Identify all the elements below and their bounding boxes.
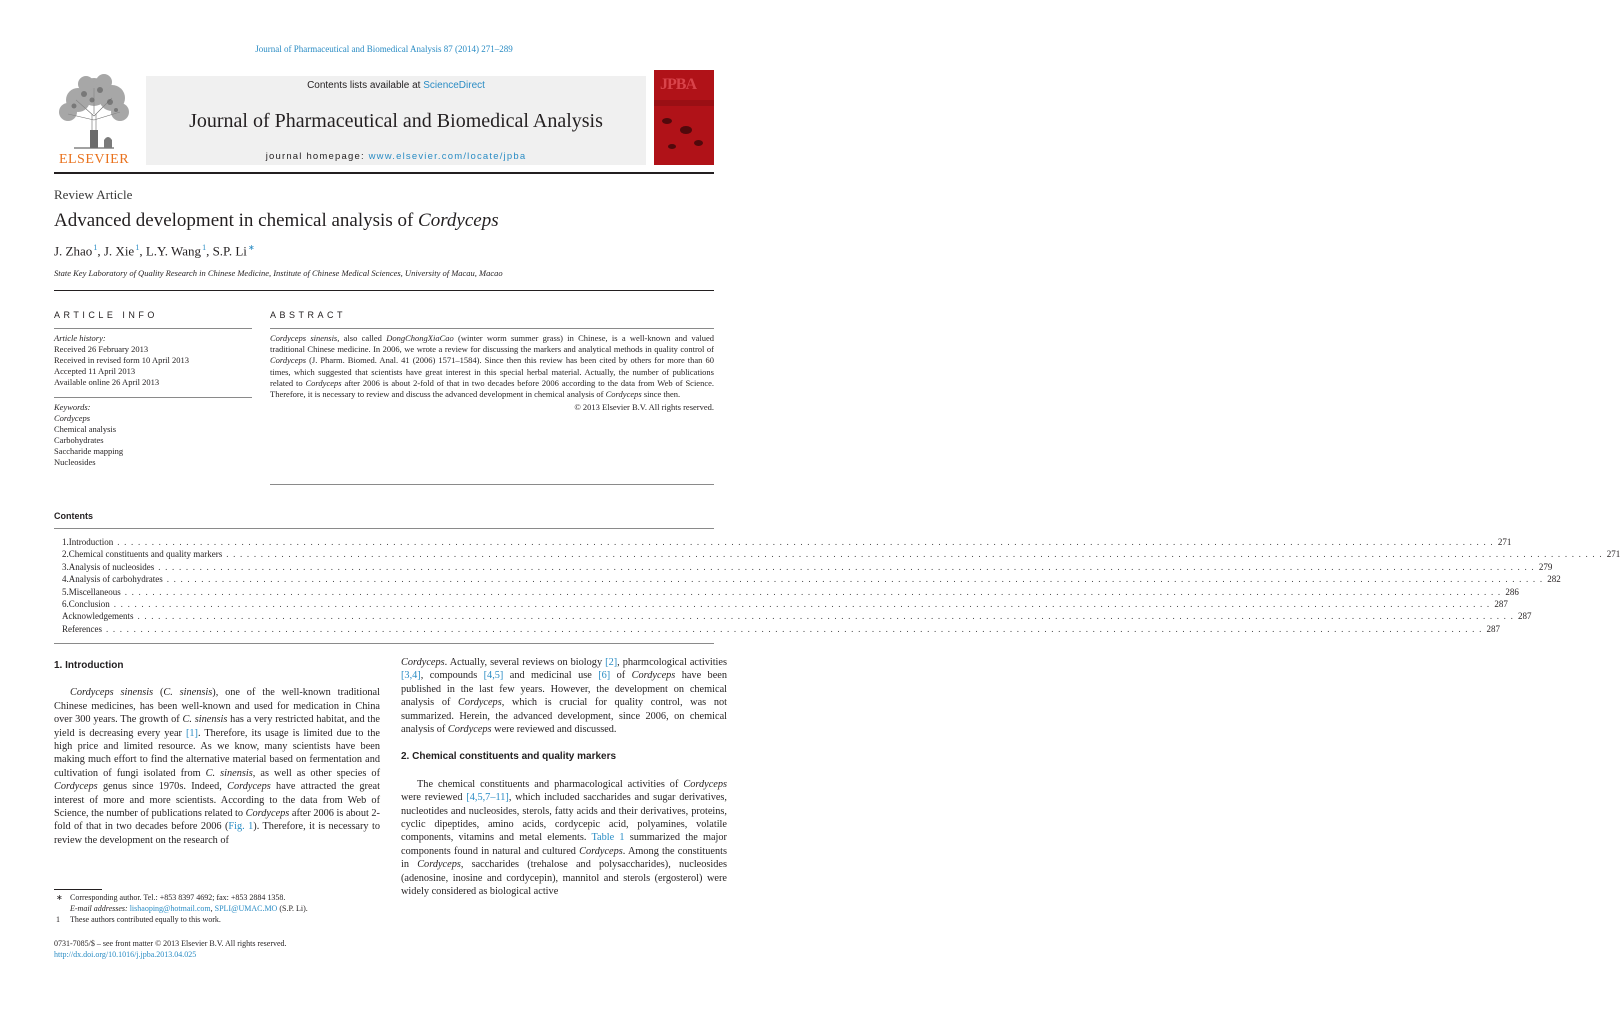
- toc-label[interactable]: Chemical constituents and quality markers: [68, 549, 223, 560]
- issn-doi-block: [54, 938, 287, 960]
- toc-leader-dots: . . . . . . . . . . . . . . . . . . . . . . . . . . . . . . . . . . . . . . . . . . . . . . . . . . . . . . . . . . . . . . . . . . . . . . . . . . . . . . . . . . . . . . . . . . . . . . . . . . . . . . . . . . . . . . . . . . . . . . . . . . . . . . . . . . . . . . . . . . . . . . . . . . . . . . . . . . . . . . . . . . . . . . . . . . . . . . . . . . . . . . . . . . . . . . . . . . . . . . . .: [137, 611, 1515, 622]
- author-name[interactable]: J. Xie: [103, 243, 135, 259]
- italic-run: Cordyceps: [401, 657, 445, 668]
- cover-decoration: [694, 140, 703, 146]
- keywords-label: Keywords:: [54, 402, 91, 412]
- toc-row[interactable]: [62, 598, 1508, 610]
- toc-leader-dots: . . . . . . . . . . . . . . . . . . . . . . . . . . . . . . . . . . . . . . . . . . . . . . . . . . . . . . . . . . . . . . . . . . . . . . . . . . . . . . . . . . . . . . . . . . . . . . . . . . . . . . . . . . . . . . . . . . . . . . . . . . . . . . . . . . . . . . . . . . . . . . . . . . . . . . . . . . . . . . . . . . . . . . . . . . . . . . . . . . . . . . . . . . . . . . . . . . . . . . . .: [113, 598, 1491, 609]
- toc-page-number[interactable]: 271: [1497, 537, 1512, 547]
- divider: [54, 643, 714, 644]
- text-run: . Actually, several reviews on biology: [444, 657, 606, 668]
- toc-label[interactable]: Acknowledgements: [62, 611, 134, 622]
- italic-run: Cordyceps: [458, 697, 502, 709]
- divider: [270, 328, 714, 329]
- text-run: summarized the major components found in natural and cultured: [401, 832, 727, 857]
- text-run: were reviewed: [401, 792, 467, 804]
- table-of-contents: [62, 536, 1620, 635]
- header-rule: [54, 172, 714, 174]
- doi-link[interactable]: http://dx.doi.org/10.1016/j.jpba.2013.04.025: [54, 950, 197, 959]
- article-info: [54, 310, 252, 468]
- article-type: Review Article: [54, 187, 133, 202]
- author-list: J. Zhao $^1$, J. Xie $^1$, L.Y. Wang $^1$, S.P. Li ∗: [54, 243, 255, 259]
- italic-run: C. sinensis: [182, 714, 228, 726]
- italic-run: Cordyceps: [227, 781, 271, 793]
- journal-citation-link[interactable]: Journal of Pharmaceutical and Biomedical Analysis 87 (2014) 271–289: [255, 44, 513, 54]
- keyword: Saccharide mapping: [54, 446, 124, 456]
- keywords: [54, 402, 252, 468]
- affiliation: State Key Laboratory of Quality Research in Chinese Medicine, Institute of Chinese Medical Sciences, University of Macau, Macao: [54, 268, 503, 278]
- article-title: [54, 210, 499, 232]
- toc-row[interactable]: [62, 573, 1561, 585]
- italic-run: Cordyceps sinensis: [70, 687, 154, 699]
- author-affil-mark[interactable]: 1: [93, 243, 98, 252]
- italic-run: Cordyceps: [245, 808, 290, 820]
- toc-leader-dots: . . . . . . . . . . . . . . . . . . . . . . . . . . . . . . . . . . . . . . . . . . . . . . . . . . . . . . . . . . . . . . . . . . . . . . . . . . . . . . . . . . . . . . . . . . . . . . . . . . . . . . . . . . . . . . . . . . . . . . . . . . . . . . . . . . . . . . . . . . . . . . . . . . . . . . . . . . . . . . . . . . . . . . . . . . . . . . . . . . . . . . . . . . . . . . . . . . . . . . . .: [124, 586, 1502, 597]
- toc-number: 5.: [62, 586, 69, 597]
- footnote-text: Corresponding author. Tel.: +853 8397 4692; fax: +853 2884 1358.: [70, 893, 286, 902]
- article-history: [54, 333, 252, 388]
- text-run: , pharmcological activities: [617, 657, 727, 668]
- footnote-mark: ∗: [56, 893, 63, 902]
- contents-available-line: [146, 80, 646, 91]
- text-run: . Therefore, its usage is limited due to the high price and limited resource. As we know, many scientists have been making much effort to find the alternative material based on fermentation and cultivation of fungi isolated from: [54, 727, 380, 779]
- email-link[interactable]: lishaoping@hotmail.com: [129, 903, 211, 913]
- toc-row[interactable]: [62, 586, 1519, 598]
- history-item: Received 26 February 2013: [54, 344, 149, 354]
- section-rule: [54, 290, 714, 291]
- elsevier-wordmark: ELSEVIER: [58, 152, 130, 167]
- text-run: , saccharides (trehalose and polysaccharides), nucleosides (adenosine, inosine and cordycepin), mannitol and sterols (ergosterol) were widely considered as biological active: [401, 859, 727, 898]
- text-run: , compounds: [420, 670, 484, 682]
- toc-number: 4.: [62, 574, 69, 585]
- cover-title: JPBA: [660, 76, 696, 93]
- abstract-run: Cordyceps: [305, 377, 342, 388]
- email-label: E-mail addresses:: [70, 903, 130, 913]
- elsevier-tree-icon: [54, 70, 134, 150]
- citation-link[interactable]: [4,5,7–11]: [466, 792, 509, 804]
- abstract-run: Cordyceps: [270, 355, 307, 366]
- toc-leader-dots: . . . . . . . . . . . . . . . . . . . . . . . . . . . . . . . . . . . . . . . . . . . . . . . . . . . . . . . . . . . . . . . . . . . . . . . . . . . . . . . . . . . . . . . . . . . . . . . . . . . . . . . . . . . . . . . . . . . . . . . . . . . . . . . . . . . . . . . . . . . . . . . . . . . . . . . . . . . . . . . . . . . . . . . . . . . . . . . . . . . . . . . . . . . . . . . . . . . . . . . .: [226, 549, 1603, 560]
- text-run: , as well as other species of: [252, 767, 380, 779]
- toc-row[interactable]: [62, 610, 1532, 622]
- abstract-run: since then.: [641, 389, 681, 400]
- body-column-left: [54, 659, 380, 847]
- toc-leader-dots: . . . . . . . . . . . . . . . . . . . . . . . . . . . . . . . . . . . . . . . . . . . . . . . . . . . . . . . . . . . . . . . . . . . . . . . . . . . . . . . . . . . . . . . . . . . . . . . . . . . . . . . . . . . . . . . . . . . . . . . . . . . . . . . . . . . . . . . . . . . . . . . . . . . . . . . . . . . . . . . . . . . . . . . . . . . . . . . . . . . . . . . . . . . . . . . . . . . . . . . .: [105, 623, 1483, 634]
- author-affil-mark[interactable]: 1: [202, 243, 207, 252]
- footnote-email: [56, 904, 376, 915]
- history-item: Accepted 11 April 2013: [54, 366, 136, 376]
- text-run: have been published in the last few years. However, the development on chemical analysis of: [401, 670, 727, 709]
- issn-line: 0731-7085/$ – see front matter © 2013 Elsevier B.V. All rights reserved.: [54, 939, 287, 948]
- history-item: Received in revised form 10 April 2013: [54, 355, 190, 365]
- abstract-text: [270, 333, 714, 400]
- abstract-section: [270, 310, 714, 412]
- footnote-rule: [54, 889, 102, 890]
- text-run: , which is crucial for quality control, was not summarized. Herein, the advanced development, since 2006, on chemical analysis of: [401, 697, 727, 736]
- toc-row[interactable]: [62, 548, 1620, 560]
- toc-page-number[interactable]: 287: [1494, 598, 1508, 609]
- toc-label[interactable]: Conclusion: [68, 598, 110, 609]
- abstract-run: , also called: [337, 333, 387, 343]
- text-run: after 2006 is about 2-fold of that in two decades before 2006 (: [54, 808, 380, 833]
- text-run: . Among the constituents in: [401, 845, 727, 871]
- text-run: ). Therefore, it is necessary to review the development on the research of: [54, 821, 380, 846]
- contents-heading: Contents: [54, 511, 93, 521]
- text-run: and medicinal use: [503, 670, 599, 682]
- text-run: , which included saccharides and sugar derivatives, nucleotides and nucleosides, sterols, fatty acids and their derivatives, proteins, cyclic dipeptides, amino acids, cordycepic acid, polyamines, volatile components, vitamins and metal elements.: [401, 792, 728, 844]
- abstract-run: (winter worm summer grass) in Chinese, is a well-known and valued traditional Chinese medicine. In 2006, we wrote a review for discussing the markers and analytical methods in quality control of: [270, 333, 715, 355]
- italic-run: C. sinensis: [205, 767, 253, 779]
- text-run: ), one of the well-known traditional Chinese medicines, has been well-known and used for medication in China over 300 years. The growth of: [54, 687, 380, 726]
- toc-row[interactable]: [62, 561, 1553, 573]
- footnotes: [56, 893, 376, 925]
- toc-label[interactable]: Analysis of carbohydrates: [68, 574, 163, 585]
- citation-link[interactable]: Table 1: [591, 832, 625, 844]
- paragraph: [401, 656, 727, 736]
- italic-run: Cordyceps: [683, 778, 727, 790]
- text-run: (: [153, 687, 164, 699]
- section-heading: 2. Chemical constituents and quality markers: [401, 751, 617, 763]
- cover-decoration: [668, 144, 676, 149]
- italic-run: C. sinensis: [163, 687, 213, 699]
- citation-link[interactable]: [6]: [598, 670, 611, 682]
- journal-header-box: [146, 76, 646, 165]
- journal-masthead: [54, 70, 714, 165]
- email-link[interactable]: SPLI@UMAC.MO: [214, 903, 278, 913]
- title-text: Advanced development in chemical analysis of: [54, 210, 419, 231]
- section-heading: 1. Introduction: [54, 660, 124, 671]
- toc-page-number[interactable]: 287: [1486, 623, 1501, 634]
- title-italic: Cordyceps: [418, 210, 499, 231]
- toc-label[interactable]: References: [62, 623, 102, 634]
- footnote-text: These authors contributed equally to this work.: [70, 914, 221, 924]
- toc-page-number[interactable]: 282: [1547, 574, 1561, 585]
- journal-homepage-line: [146, 151, 646, 162]
- text-run: has a very restricted habitat, and the yield is decreasing every year: [54, 714, 380, 739]
- toc-label[interactable]: Introduction: [68, 537, 114, 547]
- toc-number: 6.: [62, 598, 69, 609]
- italic-run: Cordyceps: [417, 859, 461, 871]
- cover-decoration: [680, 126, 692, 134]
- homepage-link[interactable]: www.elsevier.com/locate/jpba: [368, 151, 527, 162]
- divider: [54, 397, 252, 398]
- footnote-corresponding: [56, 893, 376, 904]
- toc-page-number[interactable]: 271: [1606, 549, 1620, 560]
- keyword: Nucleosides: [54, 457, 96, 467]
- citation-link[interactable]: Fig. 1: [228, 821, 254, 833]
- keyword: Chemical analysis: [54, 424, 117, 434]
- cover-band: [654, 100, 714, 106]
- history-item: Available online 26 April 2013: [54, 377, 160, 387]
- corresponding-author-mark[interactable]: ∗: [248, 243, 255, 252]
- footnote-equal-contribution: [56, 915, 376, 926]
- text-run: of: [610, 670, 632, 682]
- divider: [270, 484, 714, 485]
- footnote-mark: 1: [56, 914, 60, 924]
- homepage-label: journal homepage:: [265, 151, 369, 162]
- citation-link[interactable]: [4,5]: [483, 670, 504, 682]
- abstract-run: (J. Pharm. Biomed. Anal. 41 (2006) 1571–1584). Since then this review has been cited by others for more than 60 times, which suggested that scientists have great interest in this special herbal material. Actually, the number of publications related to: [270, 355, 714, 388]
- article-info-heading: ARTICLE INFO: [54, 310, 158, 320]
- abstract-run: after 2006 is about 2-fold of that in two decades before 2006 according to the data from Web of Science. Therefore, it is necessary to review and discuss the advanced development in chemical analysis of: [270, 377, 714, 400]
- cover-decoration: [662, 118, 672, 124]
- text-run: were reviewed and discussed.: [491, 724, 617, 736]
- body-column-right: [401, 656, 727, 899]
- email-tail: (S.P. Li).: [277, 903, 308, 913]
- keyword: Carbohydrates: [54, 435, 104, 445]
- paragraph: [401, 778, 727, 899]
- elsevier-logo: [54, 70, 134, 165]
- history-label: Article history:: [54, 333, 106, 343]
- contents-prefix: Contents lists available at: [307, 80, 424, 91]
- citation-link[interactable]: [1]: [185, 727, 198, 739]
- italic-run: Cordyceps: [447, 724, 492, 736]
- toc-label[interactable]: Miscellaneous: [68, 586, 121, 597]
- author-name[interactable]: J. Zhao: [54, 243, 93, 259]
- toc-number: 1.: [62, 537, 69, 547]
- toc-label[interactable]: Analysis of nucleosides: [68, 561, 155, 572]
- abstract-run: DongChongXiaCao: [386, 333, 454, 343]
- toc-leader-dots: . . . . . . . . . . . . . . . . . . . . . . . . . . . . . . . . . . . . . . . . . . . . . . . . . . . . . . . . . . . . . . . . . . . . . . . . . . . . . . . . . . . . . . . . . . . . . . . . . . . . . . . . . . . . . . . . . . . . . . . . . . . . . . . . . . . . . . . . . . . . . . . . . . . . . . . . . . . . . . . . . . . . . . . . . . . . . . . . . . . . . . . . . . . . . . . . . . . . . . . .: [117, 537, 1494, 547]
- toc-row[interactable]: [62, 536, 1512, 548]
- author-name[interactable]: L.Y. Wang: [145, 243, 201, 259]
- italic-run: Cordyceps: [54, 781, 98, 793]
- keyword: Cordyceps: [54, 413, 91, 423]
- italic-run: Cordyceps: [579, 845, 623, 857]
- text-run: genus since 1970s. Indeed,: [97, 781, 228, 793]
- abstract-copyright: © 2013 Elsevier B.V. All rights reserved.: [574, 402, 714, 413]
- author-affil-mark[interactable]: 1: [135, 243, 140, 252]
- text-run: have attracted the great interest of more and more scientists. According to the data from Web of Science, the number of publications related to: [54, 781, 380, 820]
- toc-page-number[interactable]: 286: [1505, 586, 1519, 597]
- text-run: The chemical constituents and pharmacological activities of: [417, 778, 684, 790]
- abstract-run: Cordyceps sinensis: [270, 333, 338, 343]
- toc-number: 3.: [62, 561, 69, 572]
- toc-page-number[interactable]: 287: [1518, 611, 1532, 622]
- italic-run: Cordyceps: [631, 670, 676, 682]
- author-name[interactable]: S.P. Li: [212, 243, 247, 259]
- divider: [54, 528, 714, 529]
- paragraph: [54, 686, 380, 847]
- citation-link[interactable]: [2]: [605, 657, 618, 668]
- abstract-run: Cordyceps: [605, 389, 642, 400]
- citation-link[interactable]: [3,4]: [401, 670, 421, 682]
- abstract-heading: ABSTRACT: [270, 310, 347, 320]
- sciencedirect-link[interactable]: ScienceDirect: [423, 80, 485, 91]
- journal-title: Journal of Pharmaceutical and Biomedical Analysis: [189, 110, 603, 132]
- toc-leader-dots: . . . . . . . . . . . . . . . . . . . . . . . . . . . . . . . . . . . . . . . . . . . . . . . . . . . . . . . . . . . . . . . . . . . . . . . . . . . . . . . . . . . . . . . . . . . . . . . . . . . . . . . . . . . . . . . . . . . . . . . . . . . . . . . . . . . . . . . . . . . . . . . . . . . . . . . . . . . . . . . . . . . . . . . . . . . . . . . . . . . . . . . . . . . . . . . . . . . . . . . .: [158, 561, 1535, 572]
- toc-row[interactable]: [62, 623, 1501, 635]
- divider: [54, 328, 252, 329]
- toc-number: 2.: [62, 549, 69, 560]
- toc-leader-dots: . . . . . . . . . . . . . . . . . . . . . . . . . . . . . . . . . . . . . . . . . . . . . . . . . . . . . . . . . . . . . . . . . . . . . . . . . . . . . . . . . . . . . . . . . . . . . . . . . . . . . . . . . . . . . . . . . . . . . . . . . . . . . . . . . . . . . . . . . . . . . . . . . . . . . . . . . . . . . . . . . . . . . . . . . . . . . . . . . . . . . . . . . . . . . . . . . . . . . . . .: [166, 574, 1544, 585]
- toc-page-number[interactable]: 279: [1538, 561, 1553, 572]
- email-separator: ,: [210, 903, 215, 913]
- journal-cover-image: [654, 70, 714, 165]
